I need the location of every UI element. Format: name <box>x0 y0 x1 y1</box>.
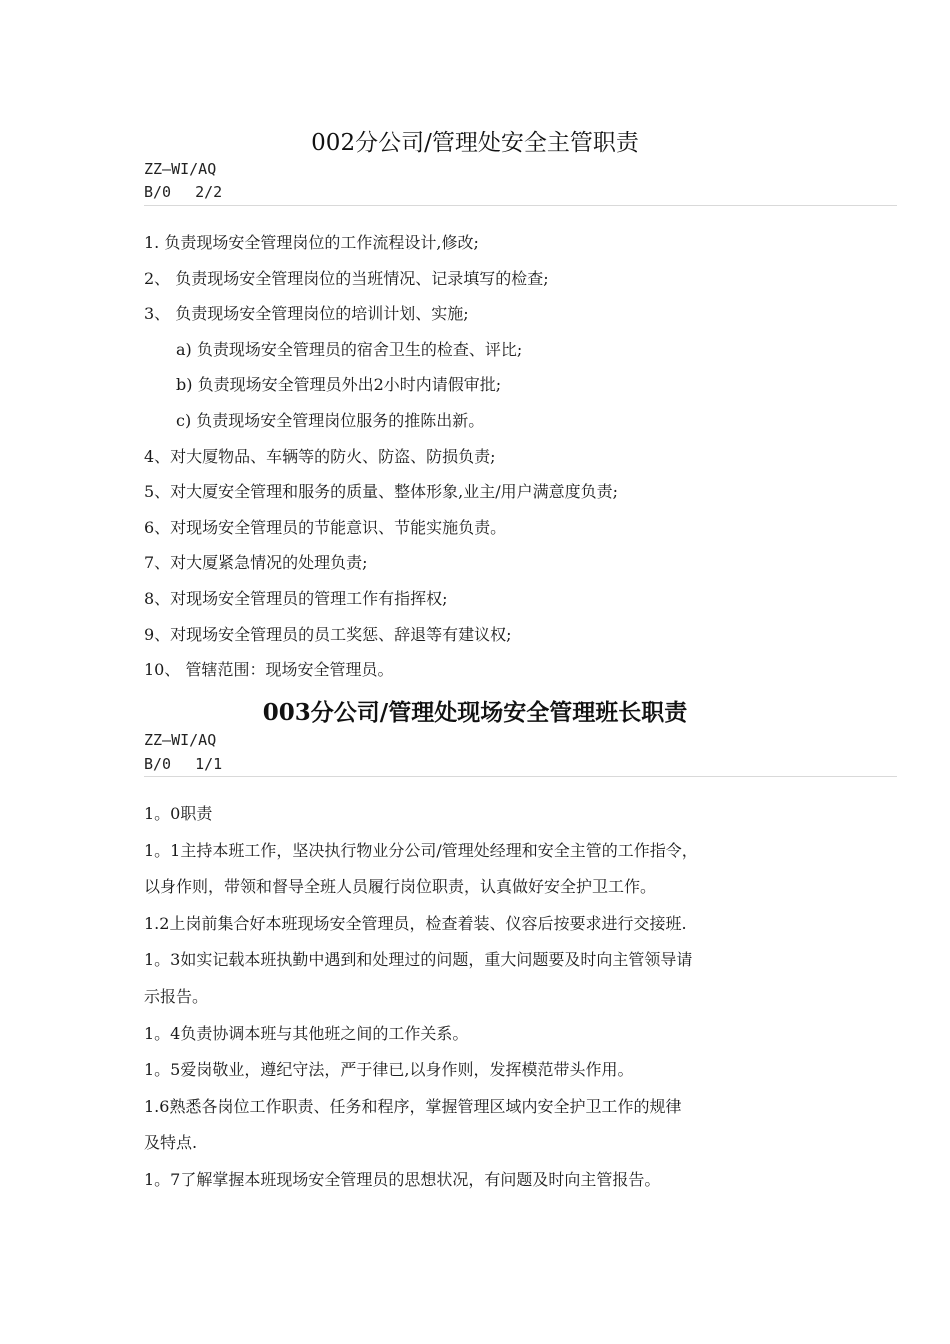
list-item: 2、 负责现场安全管理岗位的当班情况、记录填写的检查; <box>144 268 549 288</box>
section2-title: 003分公司/管理处现场安全管理班长职责 <box>262 699 688 726</box>
list-item: 1.2上岗前集合好本班现场安全管理员，检查着装、仪容后按要求进行交接班. <box>144 913 687 933</box>
list-item: 以身作则，带领和督导全班人员履行岗位职责，认真做好安全护卫工作。 <box>144 877 657 897</box>
list-item: 5、对大厦安全管理和服务的质量、整体形象,业主/用户满意度负责; <box>144 482 619 502</box>
section1-revision: B/0 2/2 <box>144 183 223 201</box>
section2-doc-code: ZZ—WI/AQ <box>144 731 217 749</box>
list-item: 1。5爱岗敬业，遵纪守法，严于律已,以身作则，发挥模范带头作用。 <box>144 1060 634 1080</box>
section2-divider <box>144 776 897 777</box>
list-item: 1。0职责 <box>144 804 213 823</box>
list-item: b) 负责现场安全管理员外出2小时内请假审批; <box>176 375 502 395</box>
list-item: 4、对大厦物品、车辆等的防火、防盗、防损负责; <box>144 446 496 466</box>
list-item: 1。3如实记载本班执勤中遇到和处理过的问题，重大问题要及时向主管领导请 <box>144 950 693 970</box>
list-item: 1。4负责协调本班与其他班之间的工作关系。 <box>144 1023 469 1043</box>
section1-duties-list <box>144 225 844 688</box>
list-item: 3、 负责现场安全管理岗位的培训计划、实施; <box>144 304 469 324</box>
list-item: a) 负责现场安全管理员的宿舍卫生的检查、评比; <box>176 339 523 359</box>
section1-doc-code: ZZ—WI/AQ <box>144 160 217 178</box>
list-item: 9、对现场安全管理员的员工奖惩、辞退等有建议权; <box>144 624 512 644</box>
list-item: 示报告。 <box>144 986 209 1006</box>
section1-title: 002分公司/管理处安全主管职责 <box>311 130 639 156</box>
section1-divider <box>144 205 897 206</box>
list-item: 及特点. <box>144 1133 198 1153</box>
list-item: 1。1主持本班工作，坚决执行物业分公司/管理处经理和安全主管的工作指令， <box>144 840 698 860</box>
list-item: 1. 负责现场安全管理岗位的工作流程设计,修改; <box>144 233 479 252</box>
list-item: 10、 管辖范围：现场安全管理员。 <box>144 660 394 680</box>
list-item: 8、对现场安全管理员的管理工作有指挥权; <box>144 588 448 608</box>
section2-revision: B/0 1/1 <box>144 755 223 773</box>
list-item: 1。7了解掌握本班现场安全管理员的思想状况，有问题及时向主管报告。 <box>144 1169 661 1189</box>
list-item: 6、对现场安全管理员的节能意识、节能实施负责。 <box>144 517 507 537</box>
section2-duties-list <box>144 796 844 1199</box>
list-item: c) 负责现场安全管理岗位服务的推陈出新。 <box>176 410 485 430</box>
list-item: 7、对大厦紧急情况的处理负责; <box>144 553 368 573</box>
list-item: 1.6熟悉各岗位工作职责、任务和程序，掌握管理区域内安全护卫工作的规律 <box>144 1096 682 1116</box>
